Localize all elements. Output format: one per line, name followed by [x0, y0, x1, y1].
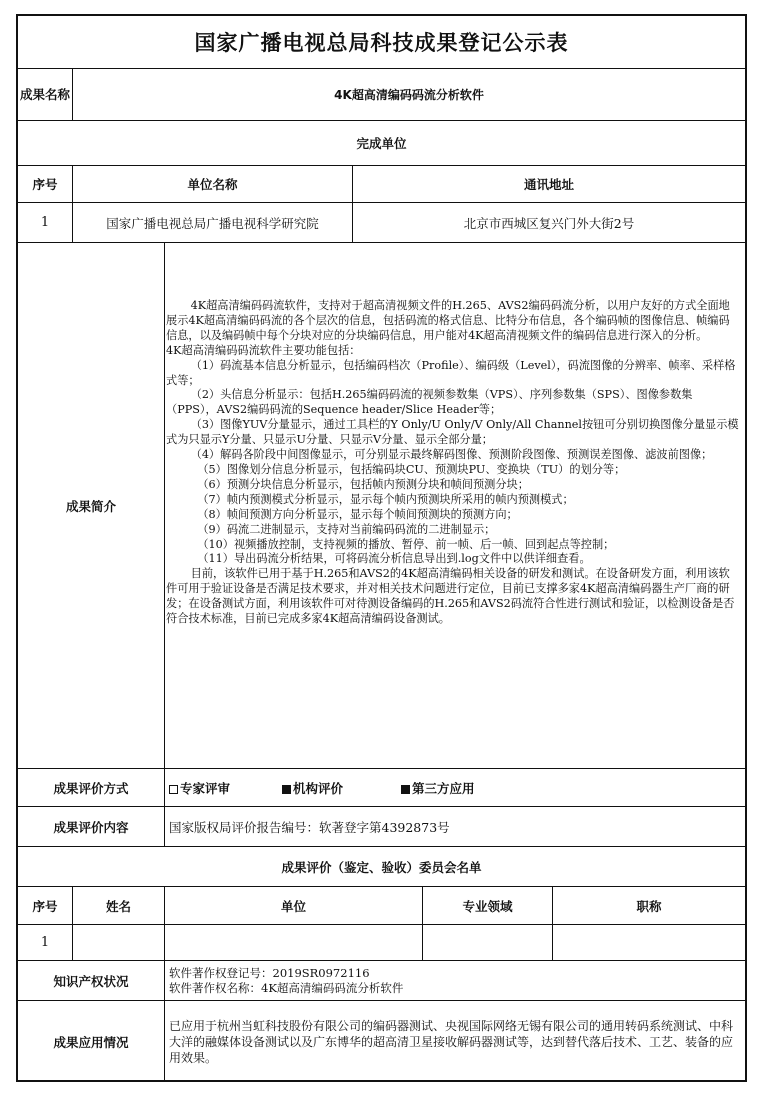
- ip-status-label: 知识产权状况: [53, 973, 129, 989]
- header-address: 通讯地址: [352, 166, 745, 202]
- page-title: 国家广播电视总局科技成果登记公示表: [194, 31, 569, 55]
- summary-item: （2）头信息分析显示：包括H.265编码码流的视频参数集（VPS）、序列参数集（SPS）、图像参数集（PPS），AVS2编码码流的Sequence header/Slice Header等；: [166, 388, 693, 417]
- unit-name: 国家广播电视总局广播电视科学研究院: [72, 203, 352, 242]
- registration-form: [16, 14, 747, 1082]
- committee-header-index: 序号: [32, 898, 58, 914]
- header-unit-name: 单位名称: [72, 166, 352, 202]
- summary-item: （5）图像划分信息分析显示，包括编码块CU、预测块PU、变换块（TU）的划分等；: [197, 462, 626, 476]
- summary-item: （6）预测分块信息分析显示，包括帧内预测分块和帧间预测分块；: [197, 477, 529, 491]
- evaluation-content-label: 成果评价内容: [53, 819, 129, 835]
- option-expert-review[interactable]: 专家评审: [169, 779, 230, 797]
- application-row: [18, 1001, 745, 1082]
- title-row: [18, 16, 745, 69]
- summary-label: 成果简介: [65, 498, 116, 514]
- application-label: 成果应用情况: [53, 1034, 129, 1050]
- committee-header-unit: 单位: [164, 887, 422, 924]
- header-index: 序号: [32, 177, 58, 192]
- application-value: 已应用于杭州当虹科技股份有限公司的编码器测试、央视国际网络无锡有限公司的通用转码系统测试、中科大洋的融媒体设备测试以及广东博华的超高清卫星接收解码器测试等，达到替代落后技术、工艺、装备的应用效果。: [164, 1001, 745, 1082]
- evaluation-method-label: 成果评价方式: [53, 780, 129, 796]
- completion-unit-label: 完成单位: [356, 136, 407, 151]
- committee-unit: [164, 925, 422, 960]
- achievement-name-value: 4K超高清编码码流分析软件: [72, 69, 745, 120]
- checkbox-unchecked-icon[interactable]: [169, 785, 178, 794]
- achievement-name-label: 成果名称: [19, 87, 70, 102]
- committee-label: 成果评价（鉴定、验收）委员会名单: [281, 859, 482, 875]
- option-institution-evaluation[interactable]: 机构评价: [282, 779, 343, 797]
- summary-item: （3）图像YUV分量显示，通过工具栏的Y Only/U Only/V Only/All Channel按钮可分别切换图像分量显示模式为只显示Y分量、只显示U分量、只显示V分量、显示全部分量；: [166, 418, 739, 447]
- unit-index: 1: [40, 215, 50, 230]
- achievement-name-row: [18, 69, 745, 121]
- summary-row: [18, 243, 745, 769]
- option-third-party-application[interactable]: 第三方应用: [401, 779, 475, 797]
- summary-item: （7）帧内预测模式分析显示，显示每个帧内预测块所采用的帧内预测模式；: [197, 492, 574, 506]
- committee-row: [18, 925, 745, 961]
- summary-item: （9）码流二进制显示，支持对当前编码码流的二进制显示；: [197, 522, 496, 536]
- summary-paragraph: 4K超高清编码码流软件主要功能包括：: [166, 343, 361, 357]
- completion-unit-section: [18, 121, 745, 166]
- committee-section: [18, 847, 745, 887]
- evaluation-method-options: [164, 769, 745, 806]
- summary-item: （4）解码各阶段中间图像显示，可分别显示最终解码图像、预测阶段图像、预测误差图像、滤波前图像；: [190, 448, 713, 462]
- committee-header-title: 职称: [552, 887, 745, 924]
- committee-title: [552, 925, 745, 960]
- checkbox-checked-icon[interactable]: [282, 785, 291, 794]
- summary-text: [166, 299, 739, 627]
- summary-item: （1）码流基本信息分析显示，包括编码档次（Profile）、编码级（Level），码流图像的分辨率、帧率、采样格式等；: [166, 358, 736, 387]
- committee-name: [72, 925, 164, 960]
- ip-software-name: 软件著作权名称：4K超高清编码码流分析软件: [169, 980, 404, 995]
- ip-status-value: [164, 961, 745, 1000]
- summary-item: （11）导出码流分析结果，可将码流分析信息导出到.log文件中以供详细查看。: [197, 552, 591, 566]
- evaluation-method-row: [18, 769, 745, 807]
- committee-header: [18, 887, 745, 925]
- committee-header-field: 专业领域: [422, 887, 552, 924]
- ip-status-row: [18, 961, 745, 1001]
- evaluation-content-value: 国家版权局评价报告编号：软著登字第4392873号: [164, 807, 745, 846]
- summary-paragraph: 目前，该软件已用于基于H.265和AVS2的4K超高清编码相关设备的研发和测试。在设备研发方面，利用该软件可用于验证设备是否满足技术要求，并对相关技术问题进行定位，目前已支撑多家4K超高清编码器生产厂商的研发；在设备测试方面，利用该软件可对待测设备编码的H.265和AVS2码流符合性进行测试和验证，以检测设备是否符合技术标准，目前已完成多家4K超高清编码设备测试。: [166, 567, 735, 626]
- unit-address: 北京市西城区复兴门外大街2号: [352, 203, 745, 242]
- ip-registration-number: 软件著作权登记号：2019SR0972116: [169, 965, 370, 980]
- committee-header-name: 姓名: [72, 887, 164, 924]
- completion-unit-row: [18, 203, 745, 243]
- completion-unit-header: [18, 166, 745, 203]
- summary-item: （8）帧间预测方向分析显示，显示每个帧间预测块的预测方向；: [197, 507, 518, 521]
- committee-index: 1: [40, 935, 50, 950]
- evaluation-content-row: [18, 807, 745, 847]
- summary-item: （10）视频播放控制，支持视频的播放、暂停、前一帧、后一帧、回到起点等控制；: [197, 537, 615, 551]
- committee-field: [422, 925, 552, 960]
- checkbox-checked-icon[interactable]: [401, 785, 410, 794]
- summary-paragraph: 4K超高清编码码流软件，支持对于超高清视频文件的H.265、AVS2编码码流分析，以用户友好的方式全面地展示4K超高清编码码流的各个层次的信息，包括码流的格式信息、比特分布信息，各个编码帧的图像信息、帧编码信息，以及编码帧中每个分块对应的分块编码信息，用户能对4K超高清视频文件的编码信息进行深入的分析。: [166, 299, 730, 342]
